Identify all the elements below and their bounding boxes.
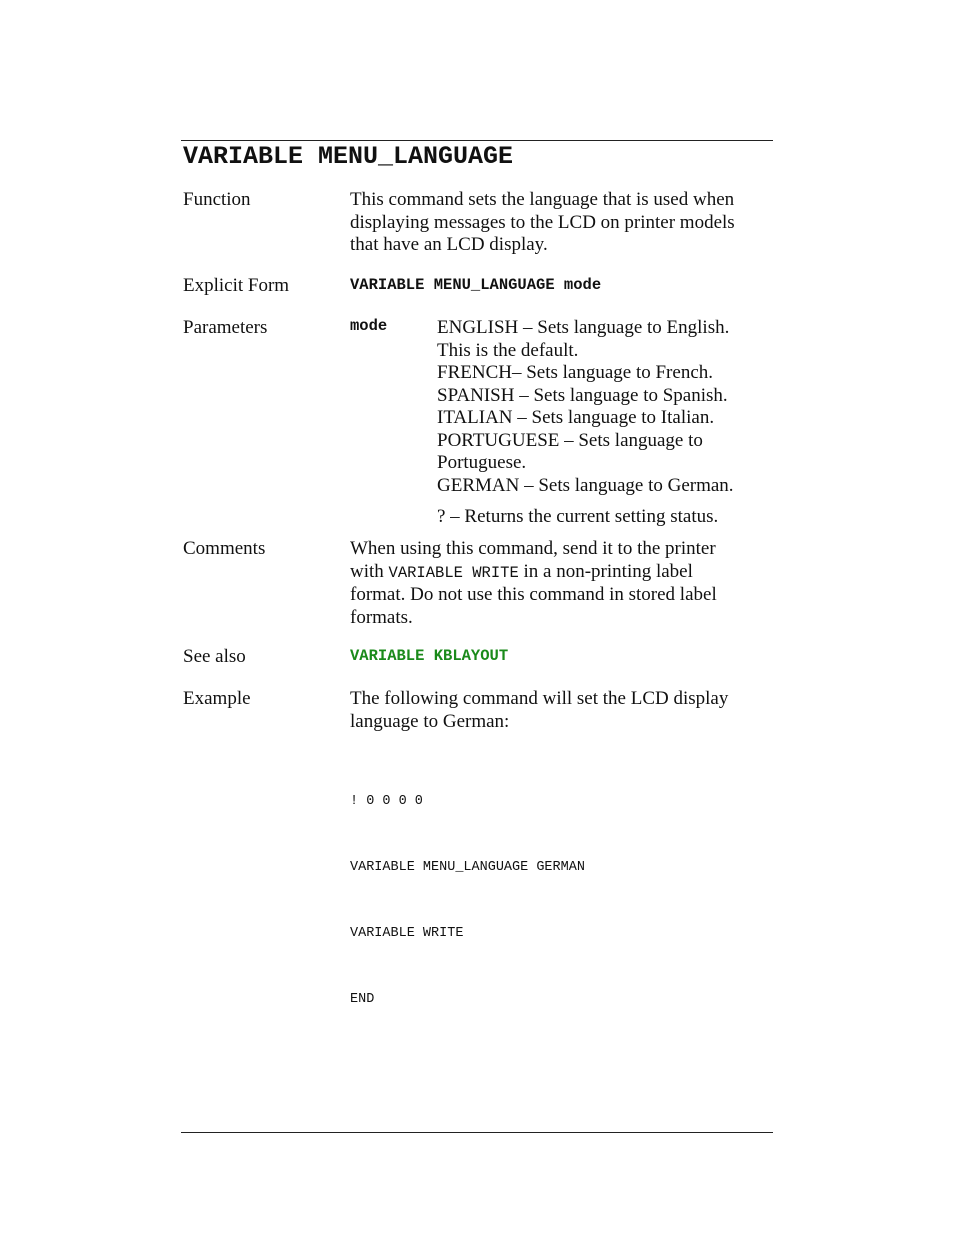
code-line: ! 0 0 0 0 <box>350 794 423 809</box>
parameter-query: ? – Returns the current setting status. <box>437 506 719 527</box>
function-line: displaying messages to the LCD on printer models <box>350 211 735 233</box>
function-line: that have an LCD display. <box>350 234 548 255</box>
page-title: VARIABLE MENU_LANGUAGE <box>183 142 514 171</box>
code-line: VARIABLE WRITE <box>350 926 464 941</box>
comments-text-fragment: with <box>350 560 389 582</box>
comments-line <box>350 561 780 585</box>
comments-text <box>350 538 780 629</box>
example-code-block <box>350 747 585 1033</box>
example-description <box>350 688 780 733</box>
parameter-value-line: Portuguese. <box>437 452 527 473</box>
parameter-value-line: GERMAN – Sets language to German. <box>437 474 734 496</box>
see-also-label: See also <box>183 646 246 667</box>
parameter-value-line: This is the default. <box>437 339 579 361</box>
parameters-label: Parameters <box>183 317 268 338</box>
parameter-value-line: ENGLISH – Sets language to English. <box>437 317 730 338</box>
function-label: Function <box>183 189 251 210</box>
comments-line: format. Do not use this command in stored label <box>350 584 717 605</box>
comments-text-fragment: in a non-printing label <box>518 560 693 582</box>
comments-label: Comments <box>183 538 266 559</box>
bottom-rule <box>181 1132 773 1133</box>
parameter-value-line: FRENCH– Sets language to French. <box>437 362 714 383</box>
parameter-name: mode <box>350 317 388 335</box>
example-line: language to German: <box>350 710 510 732</box>
see-also-link[interactable]: VARIABLE KBLAYOUT <box>350 647 509 665</box>
inline-code: VARIABLE WRITE <box>388 563 519 582</box>
code-line: VARIABLE MENU_LANGUAGE GERMAN <box>350 860 585 875</box>
example-label: Example <box>183 688 251 709</box>
function-description <box>350 189 780 257</box>
explicit-form-value: VARIABLE MENU_LANGUAGE mode <box>350 276 602 294</box>
comments-line: When using this command, send it to the printer <box>350 538 716 559</box>
explicit-form-label: Explicit Form <box>183 275 290 296</box>
parameter-value-line: ITALIAN – Sets language to Italian. <box>437 407 715 428</box>
comments-line: formats. <box>350 606 413 628</box>
parameter-values <box>437 317 777 497</box>
function-line: This command sets the language that is used when <box>350 189 735 210</box>
code-line: END <box>350 992 375 1007</box>
parameter-value-line: PORTUGUESE – Sets language to <box>437 429 703 451</box>
parameter-value-line: SPANISH – Sets language to Spanish. <box>437 384 728 406</box>
top-rule <box>181 140 773 141</box>
example-line: The following command will set the LCD display <box>350 688 729 709</box>
